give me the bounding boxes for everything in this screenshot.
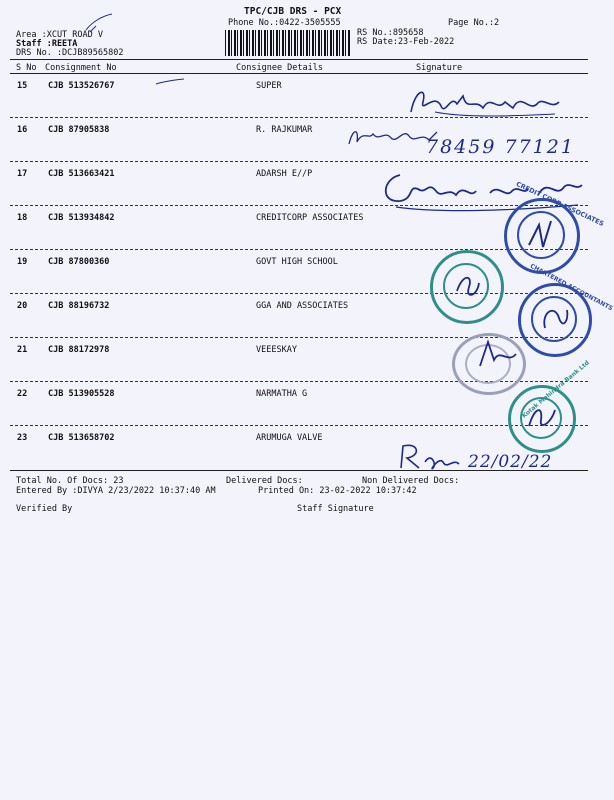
- barcode: [225, 30, 351, 56]
- stamp-text: CREDIT CORP ASSOCIATES: [514, 180, 606, 228]
- row-divider: [10, 249, 588, 250]
- header-rule-bottom: [10, 73, 588, 74]
- phone-number: Phone No.:0422-3505555: [228, 18, 341, 28]
- total-docs: Total No. Of Docs: 23: [16, 476, 124, 486]
- header-rule-top: [10, 59, 588, 60]
- staff-signature-label: Staff Signature: [297, 504, 374, 514]
- row-sno: 17: [17, 169, 28, 179]
- row-consignment: CJB 513658702: [48, 433, 115, 443]
- row-sno: 22: [17, 389, 28, 399]
- row-consignee: NARMATHA G: [256, 389, 308, 399]
- row-consignment: CJB 88172978: [48, 345, 110, 355]
- row-sno: 19: [17, 257, 28, 267]
- area-field: Area :XCUT ROAD V: [16, 30, 103, 40]
- stamp-text: CHARTERED ACCOUNTANTS: [528, 262, 614, 313]
- row-divider: [10, 161, 588, 162]
- handwritten-phone-number: 78459 77121: [426, 136, 575, 158]
- row-sno: 21: [17, 345, 28, 355]
- row-consignee: VEEESKAY: [256, 345, 297, 355]
- staff-field: Staff :REETA: [16, 39, 78, 49]
- row-sno: 16: [17, 125, 28, 135]
- drs-number: DRS No. :DCJB89565802: [16, 48, 124, 58]
- row-consignee: ADARSH E//P: [256, 169, 313, 179]
- pen-mark: [84, 12, 114, 34]
- rs-number: RS No.:895658: [357, 28, 424, 38]
- row-consignment: CJB 87800360: [48, 257, 110, 267]
- row-consignee: ARUMUGA VALVE: [256, 433, 323, 443]
- chartered-accountants-stamp: [518, 262, 614, 357]
- rs-date: RS Date:23-Feb-2022: [357, 37, 455, 47]
- row-consignment: CJB 87905838: [48, 125, 110, 135]
- stamp-text: Kotak Mahindra Bank Ltd: [520, 359, 591, 420]
- row-consignee: R. RAJKUMAR: [256, 125, 313, 135]
- row-consignee: GGA AND ASSOCIATES: [256, 301, 349, 311]
- printed-on: Printed On: 23-02-2022 10:37:42: [258, 486, 417, 496]
- row-sno: 18: [17, 213, 28, 223]
- row-consignee: SUPER: [256, 81, 282, 91]
- kotak-bank-stamp: [508, 359, 591, 453]
- signature-row-15: [405, 82, 565, 122]
- row-divider: [10, 425, 588, 426]
- signature-row-23: [395, 440, 465, 474]
- row-consignment: CJB 513526767: [48, 81, 115, 91]
- col-sno-header: S No: [16, 63, 37, 73]
- row-consignment: CJB 88196732: [48, 301, 110, 311]
- page-number: Page No.:2: [448, 18, 500, 28]
- col-consignee-header: Consignee Details: [236, 63, 323, 73]
- pen-tick: [155, 78, 185, 86]
- row-consignee: CREDITCORP ASSOCIATES: [256, 213, 364, 223]
- row-sno: 15: [17, 81, 28, 91]
- document-title: TPC/CJB DRS - PCX: [244, 6, 342, 17]
- row-consignment: CJB 513663421: [48, 169, 115, 179]
- col-signature-header: Signature: [416, 63, 463, 73]
- row-consignment: CJB 513934842: [48, 213, 115, 223]
- creditcorp-stamp: [504, 180, 606, 274]
- col-consignment-header: Consignment No: [45, 63, 117, 73]
- row-sno: 20: [17, 301, 28, 311]
- row-consignment: CJB 513905528: [48, 389, 115, 399]
- delivered-docs: Delivered Docs:: [226, 476, 303, 486]
- footer-rule: [10, 470, 588, 471]
- non-delivered-docs: Non Delivered Docs:: [362, 476, 460, 486]
- row-consignee: GOVT HIGH SCHOOL: [256, 257, 338, 267]
- creditcorp-stamp-teal: [430, 250, 504, 324]
- row-sno: 23: [17, 433, 28, 443]
- entered-by: Entered By :DIVYA 2/23/2022 10:37:40 AM: [16, 486, 216, 496]
- verified-by-label: Verified By: [16, 504, 73, 514]
- handwritten-date: 22/02/22: [468, 452, 553, 472]
- signature-row-21: [470, 336, 520, 372]
